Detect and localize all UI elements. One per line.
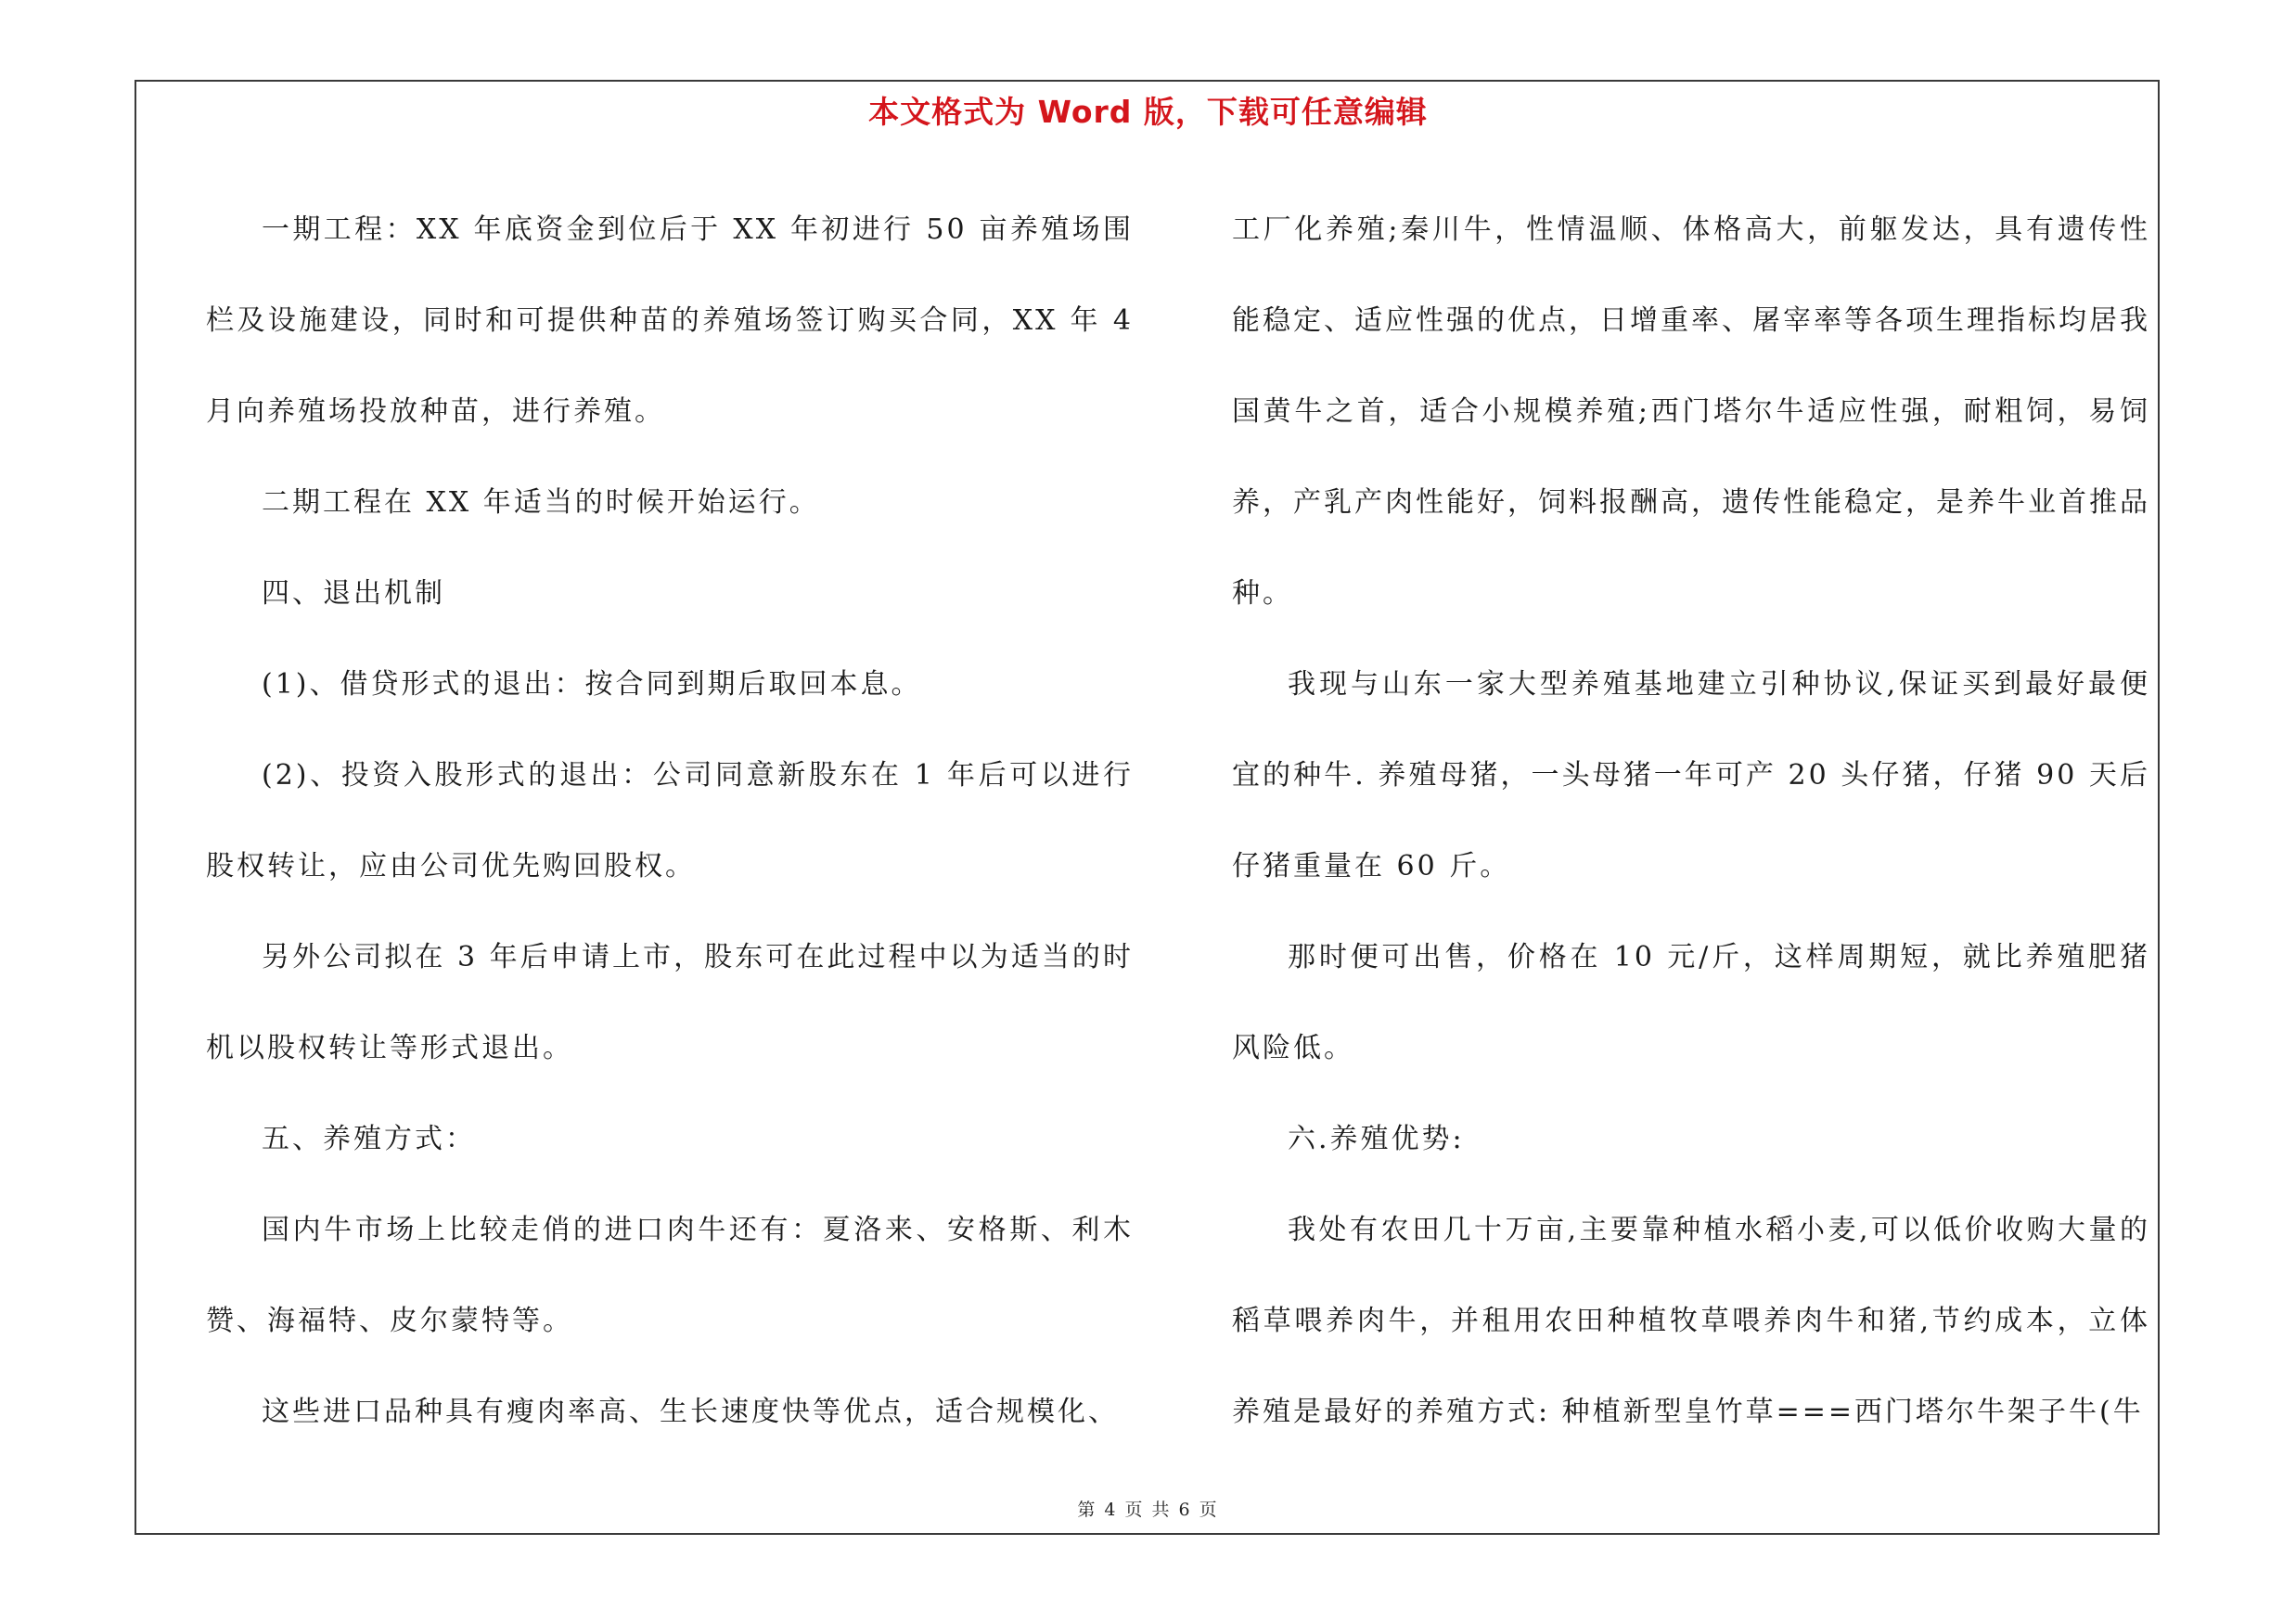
paragraph-continued: 工厂化养殖;秦川牛，性情温顺、体格高大，前躯发达，具有遗传性能稳定、适应性强的优点，日增重率、屠宰率等各项生理指标均居我国黄牛之首，适合小规模养殖;西门塔尔牛适应性强，耐粗饲，易饲养，产乳产肉性能好，饲料报酬高，遗传性能稳定，是养牛业首推品种。 [1232, 213, 2150, 610]
paragraph: 这些进口品种具有瘦肉率高、生长速度快等优点，适合规模化、 [262, 1396, 1119, 1428]
paragraph: 国内牛市场上比较走俏的进口肉牛还有：夏洛来、安格斯、利木赞、海福特、皮尔蒙特等。 [206, 1214, 1134, 1337]
left-column [206, 185, 1134, 1458]
paragraph: (2)、投资入股形式的退出：公司同意新股东在 1 年后可以进行股权转让，应由公司优先购回股权。 [206, 759, 1134, 882]
paragraph: (1)、借贷形式的退出：按合同到期后取回本息。 [262, 668, 922, 701]
document-banner: 本文格式为 Word 版，下载可任意编辑 [868, 94, 1428, 130]
paragraph: 我处有农田几十万亩,主要靠种植水稻小麦,可以低价收购大量的稻草喂养肉牛，并租用农田种植牧草喂养肉牛和猪,节约成本，立体养殖是最好的养殖方式: 种植新型皇竹草===西门塔尔牛架子牛(牛 [1232, 1214, 2150, 1428]
paragraph: 我现与山东一家大型养殖基地建立引种协议,保证买到最好最便宜的种牛. 养殖母猪，一头母猪一年可产 20 头仔猪，仔猪 90 天后仔猪重量在 60 斤。 [1232, 668, 2150, 882]
section-heading: 四、退出机制 [262, 577, 445, 610]
section-heading: 六.养殖优势: [1288, 1123, 1465, 1155]
page-number-footer: 第 4 页 共 6 页 [1077, 1500, 1219, 1520]
paragraph: 另外公司拟在 3 年后申请上市，股东可在此过程中以为适当的时机以股权转让等形式退出。 [206, 941, 1134, 1064]
paragraph: 二期工程在 XX 年适当的时候开始运行。 [262, 486, 820, 519]
paragraph: 那时便可出售，价格在 10 元/斤，这样周期短，就比养殖肥猪风险低。 [1232, 941, 2150, 1064]
paragraph: 一期工程：XX 年底资金到位后于 XX 年初进行 50 亩养殖场围栏及设施建设，同时和可提供种苗的养殖场签订购买合同，XX 年 4 月向养殖场投放种苗，进行养殖。 [206, 213, 1134, 428]
section-heading: 五、养殖方式： [262, 1123, 476, 1155]
right-column [1232, 185, 2150, 1458]
